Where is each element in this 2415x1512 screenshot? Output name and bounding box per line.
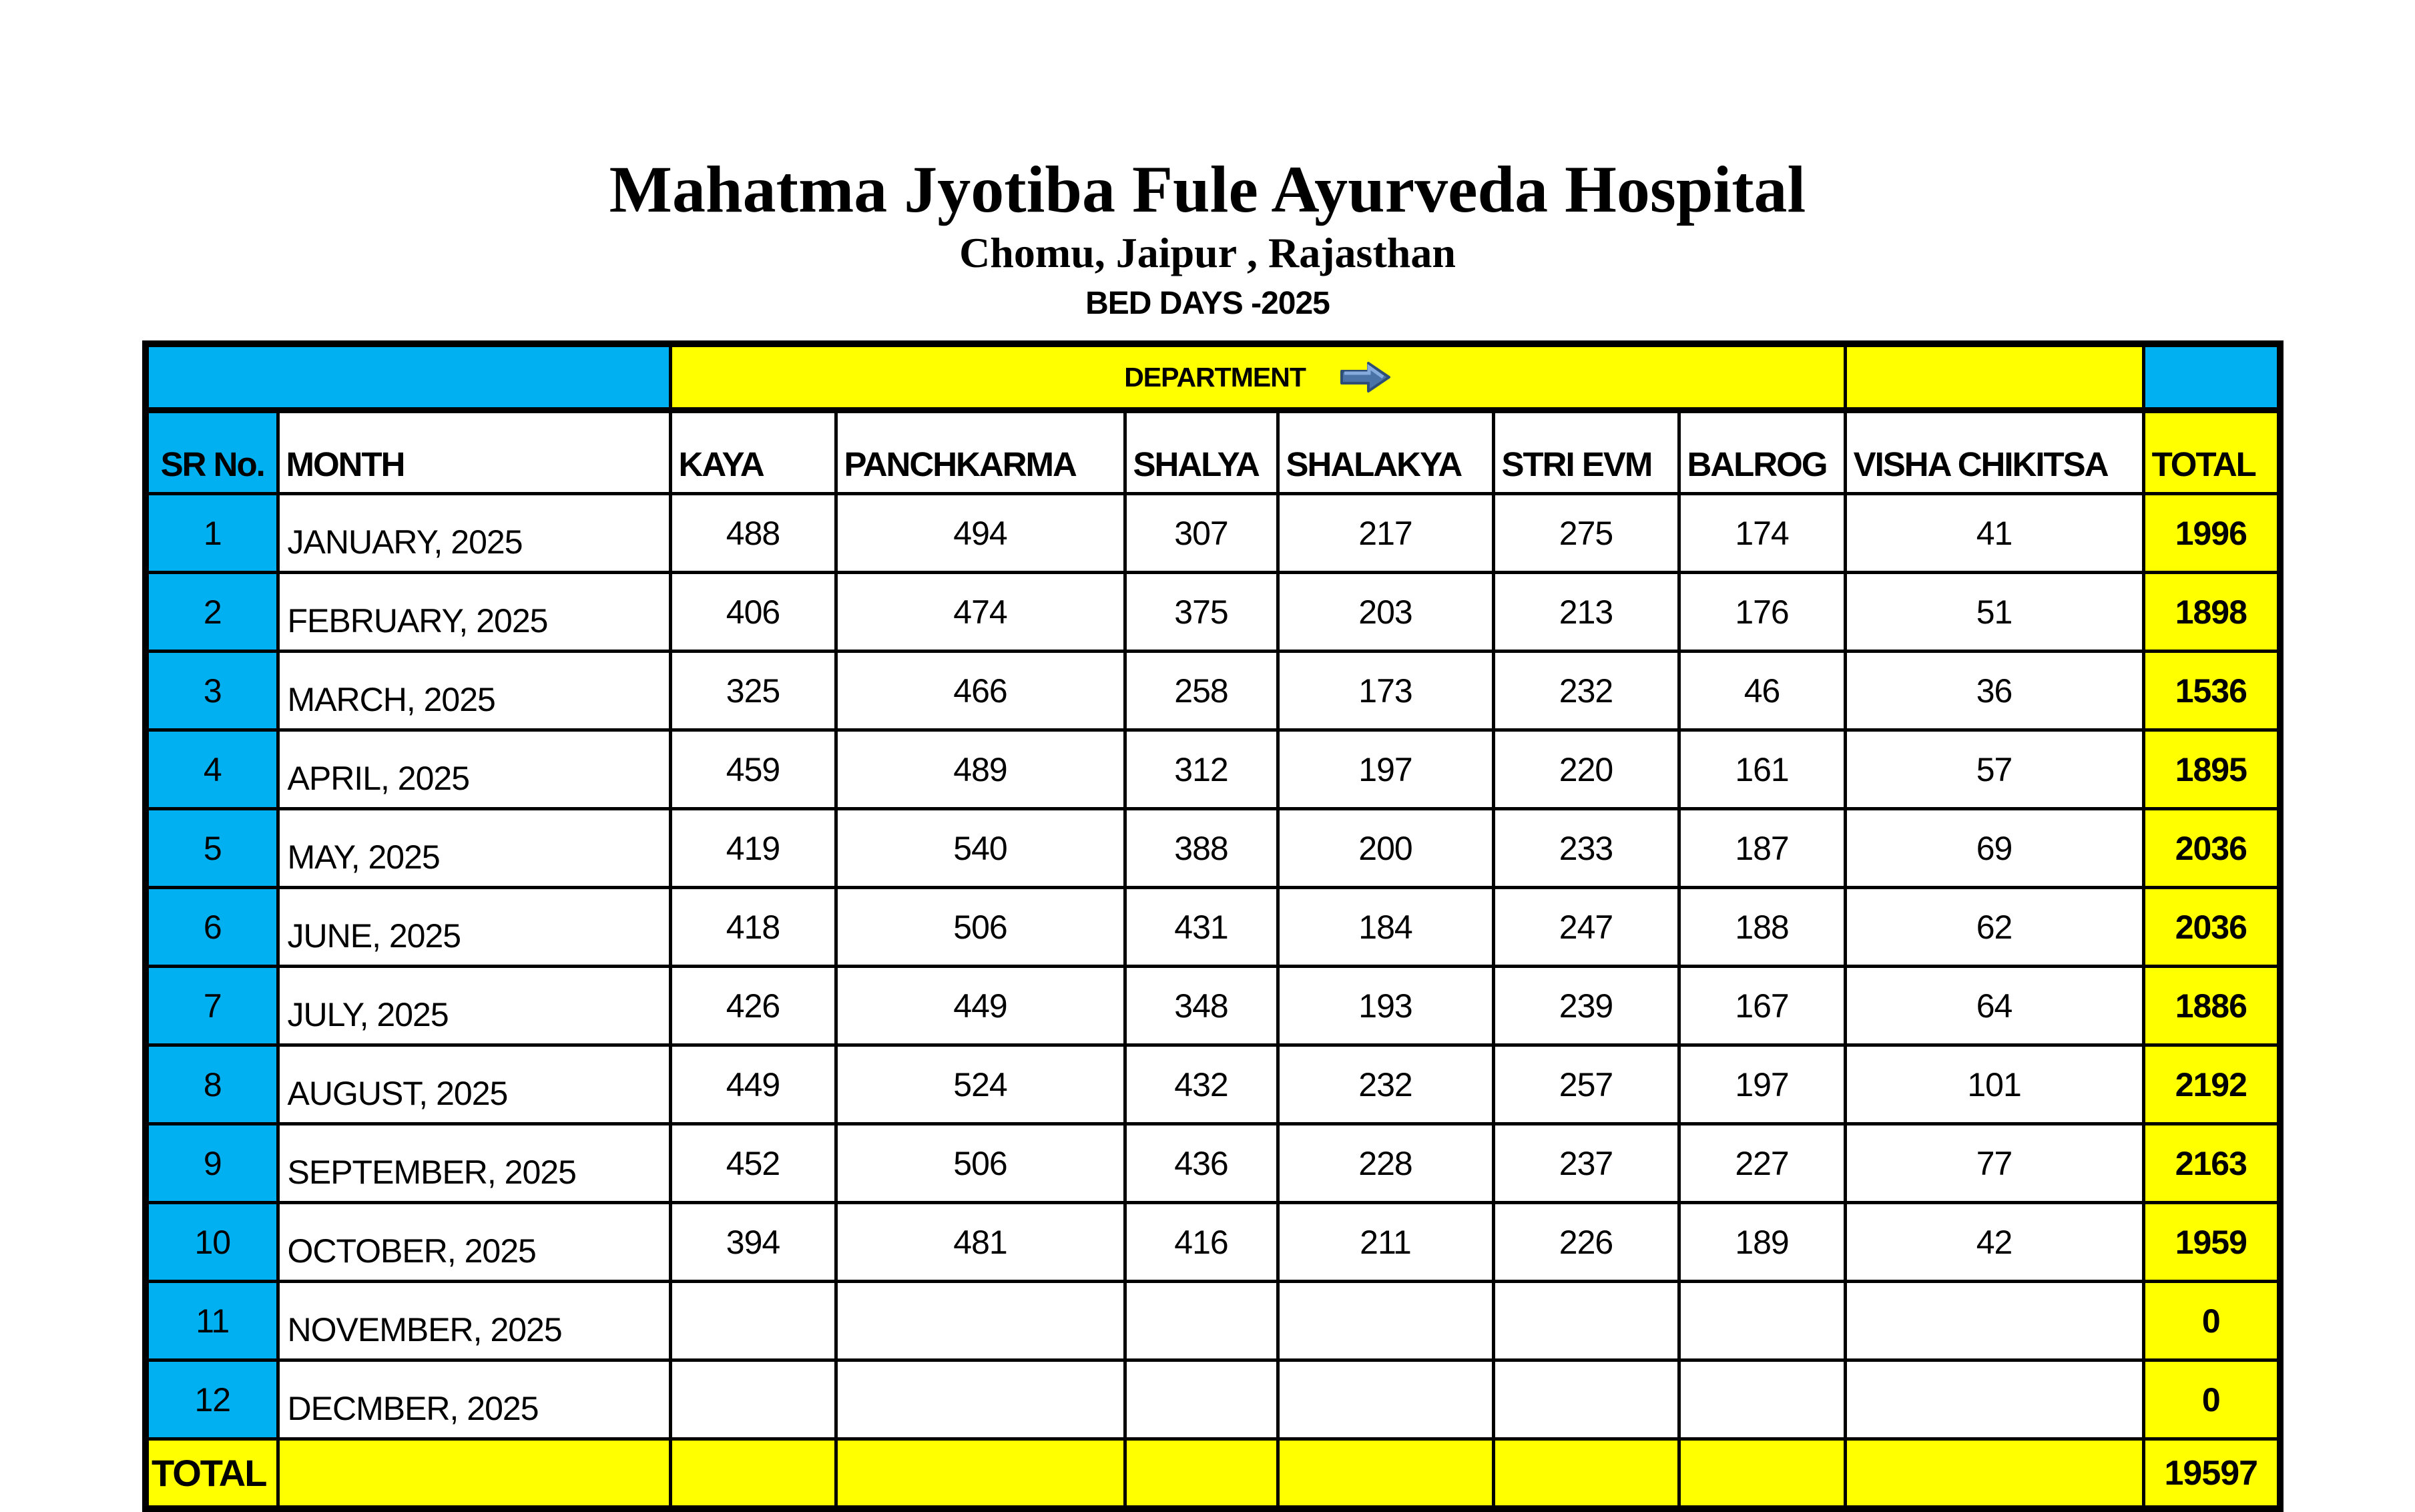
column-header-balrog: BALROG xyxy=(1679,411,1845,494)
row-total-cell: 2192 xyxy=(2143,1045,2280,1124)
grand-total-value-cell xyxy=(1679,1439,1845,1509)
row-total-cell: 1886 xyxy=(2143,967,2280,1045)
column-header-shalya: SHALYA xyxy=(1125,411,1278,494)
month-cell: FEBRUARY, 2025 xyxy=(278,573,670,652)
value-cell: 416 xyxy=(1125,1203,1278,1282)
value-cell: 257 xyxy=(1493,1045,1679,1124)
value-cell: 312 xyxy=(1125,730,1278,809)
value-cell: 228 xyxy=(1278,1124,1493,1203)
grand-total-value-cell xyxy=(1125,1439,1278,1509)
value-cell: 418 xyxy=(670,888,836,967)
value-cell: 41 xyxy=(1845,494,2143,573)
sr-cell: 8 xyxy=(146,1045,278,1124)
sr-cell: 7 xyxy=(146,967,278,1045)
value-cell: 488 xyxy=(670,494,836,573)
band-total-cell xyxy=(2143,344,2280,411)
grand-total-value-cell xyxy=(1493,1439,1679,1509)
month-cell: JANUARY, 2025 xyxy=(278,494,670,573)
value-cell: 167 xyxy=(1679,967,1845,1045)
sr-cell: 6 xyxy=(146,888,278,967)
value-cell xyxy=(670,1360,836,1439)
value-cell: 211 xyxy=(1278,1203,1493,1282)
table-row xyxy=(146,573,2280,652)
column-header-sr-no: SR No. xyxy=(146,411,278,494)
column-header-shalakya: SHALAKYA xyxy=(1278,411,1493,494)
value-cell: 200 xyxy=(1278,809,1493,888)
value-cell: 459 xyxy=(670,730,836,809)
row-total-cell: 2036 xyxy=(2143,888,2280,967)
column-header-total: TOTAL xyxy=(2143,411,2280,494)
hospital-location: Chomu, Jaipur , Rajasthan xyxy=(959,229,1456,276)
month-cell: MAY, 2025 xyxy=(278,809,670,888)
value-cell xyxy=(1679,1360,1845,1439)
sr-cell: 1 xyxy=(146,494,278,573)
column-header-stri-evm: STRI EVM xyxy=(1493,411,1679,494)
value-cell: 220 xyxy=(1493,730,1679,809)
month-cell: AUGUST, 2025 xyxy=(278,1045,670,1124)
value-cell: 101 xyxy=(1845,1045,2143,1124)
grand-total-value-cell xyxy=(1845,1439,2143,1509)
value-cell: 77 xyxy=(1845,1124,2143,1203)
table-row xyxy=(146,730,2280,809)
grand-total-value-cell xyxy=(670,1439,836,1509)
grand-total-month-cell xyxy=(278,1439,670,1509)
sr-cell: 10 xyxy=(146,1203,278,1282)
table-row xyxy=(146,1360,2280,1439)
sr-cell: 4 xyxy=(146,730,278,809)
table-row xyxy=(146,967,2280,1045)
value-cell: 481 xyxy=(836,1203,1125,1282)
row-total-cell: 1959 xyxy=(2143,1203,2280,1282)
value-cell: 188 xyxy=(1679,888,1845,967)
month-cell: APRIL, 2025 xyxy=(278,730,670,809)
month-cell: NOVEMBER, 2025 xyxy=(278,1282,670,1360)
value-cell xyxy=(1845,1282,2143,1360)
value-cell xyxy=(1278,1282,1493,1360)
month-cell: OCTOBER, 2025 xyxy=(278,1203,670,1282)
value-cell: 449 xyxy=(670,1045,836,1124)
value-cell: 184 xyxy=(1278,888,1493,967)
value-cell: 494 xyxy=(836,494,1125,573)
value-cell: 176 xyxy=(1679,573,1845,652)
value-cell: 174 xyxy=(1679,494,1845,573)
value-cell: 42 xyxy=(1845,1203,2143,1282)
month-cell: JUNE, 2025 xyxy=(278,888,670,967)
value-cell: 187 xyxy=(1679,809,1845,888)
row-total-cell: 1996 xyxy=(2143,494,2280,573)
grand-total-row xyxy=(146,1439,2280,1509)
value-cell: 432 xyxy=(1125,1045,1278,1124)
value-cell: 57 xyxy=(1845,730,2143,809)
value-cell: 348 xyxy=(1125,967,1278,1045)
sr-cell: 12 xyxy=(146,1360,278,1439)
bed-days-table xyxy=(142,340,2284,1512)
grand-total-value: 19597 xyxy=(2143,1439,2280,1509)
value-cell xyxy=(1125,1360,1278,1439)
row-total-cell: 1536 xyxy=(2143,652,2280,730)
month-cell: MARCH, 2025 xyxy=(278,652,670,730)
grand-total-value-cell xyxy=(836,1439,1125,1509)
value-cell xyxy=(1493,1360,1679,1439)
value-cell: 217 xyxy=(1278,494,1493,573)
value-cell: 213 xyxy=(1493,573,1679,652)
table-row xyxy=(146,494,2280,573)
table-row xyxy=(146,1045,2280,1124)
value-cell: 406 xyxy=(670,573,836,652)
column-header-panchkarma: PANCHKARMA xyxy=(836,411,1125,494)
value-cell: 232 xyxy=(1278,1045,1493,1124)
value-cell: 307 xyxy=(1125,494,1278,573)
value-cell: 237 xyxy=(1493,1124,1679,1203)
value-cell: 227 xyxy=(1679,1124,1845,1203)
month-cell: JULY, 2025 xyxy=(278,967,670,1045)
right-arrow-icon xyxy=(1340,360,1391,394)
value-cell xyxy=(1125,1282,1278,1360)
value-cell: 226 xyxy=(1493,1203,1679,1282)
down-arrow-icon xyxy=(408,411,439,412)
department-band-row xyxy=(146,344,2280,411)
value-cell: 161 xyxy=(1679,730,1845,809)
value-cell: 394 xyxy=(670,1203,836,1282)
table-body xyxy=(146,494,2280,1439)
value-cell: 239 xyxy=(1493,967,1679,1045)
sr-cell: 5 xyxy=(146,809,278,888)
value-cell: 36 xyxy=(1845,652,2143,730)
value-cell xyxy=(1493,1282,1679,1360)
row-total-cell: 2036 xyxy=(2143,809,2280,888)
value-cell: 62 xyxy=(1845,888,2143,967)
value-cell: 233 xyxy=(1493,809,1679,888)
value-cell: 466 xyxy=(836,652,1125,730)
value-cell: 46 xyxy=(1679,652,1845,730)
value-cell xyxy=(670,1282,836,1360)
row-total-cell: 1895 xyxy=(2143,730,2280,809)
table-row xyxy=(146,1203,2280,1282)
value-cell: 197 xyxy=(1679,1045,1845,1124)
column-header-visha-chikitsa: VISHA CHIKITSA xyxy=(1845,411,2143,494)
value-cell: 232 xyxy=(1493,652,1679,730)
value-cell xyxy=(836,1282,1125,1360)
table-row xyxy=(146,652,2280,730)
grand-total-label-cell: TOTAL xyxy=(146,1439,278,1509)
value-cell: 197 xyxy=(1278,730,1493,809)
sr-cell: 9 xyxy=(146,1124,278,1203)
value-cell: 506 xyxy=(836,1124,1125,1203)
table-row xyxy=(146,1124,2280,1203)
value-cell: 426 xyxy=(670,967,836,1045)
band-visha-cell xyxy=(1845,344,2143,411)
department-band-cell xyxy=(670,344,1845,411)
table-row xyxy=(146,1282,2280,1360)
value-cell: 325 xyxy=(670,652,836,730)
row-total-cell: 0 xyxy=(2143,1282,2280,1360)
sr-cell: 11 xyxy=(146,1282,278,1360)
band-left-cell xyxy=(146,344,670,411)
row-total-cell: 2163 xyxy=(2143,1124,2280,1203)
value-cell: 436 xyxy=(1125,1124,1278,1203)
table-row xyxy=(146,809,2280,888)
row-total-cell: 0 xyxy=(2143,1360,2280,1439)
grand-total-value-cell xyxy=(1278,1439,1493,1509)
row-total-cell: 1898 xyxy=(2143,573,2280,652)
value-cell: 275 xyxy=(1493,494,1679,573)
document-header xyxy=(0,152,2415,326)
column-header-kaya: KAYA xyxy=(670,411,836,494)
sr-cell: 3 xyxy=(146,652,278,730)
value-cell: 189 xyxy=(1679,1203,1845,1282)
table-header-row xyxy=(146,411,2280,494)
value-cell: 449 xyxy=(836,967,1125,1045)
month-cell: SEPTEMBER, 2025 xyxy=(278,1124,670,1203)
sr-cell: 2 xyxy=(146,573,278,652)
value-cell: 388 xyxy=(1125,809,1278,888)
department-label: DEPARTMENT xyxy=(1124,361,1306,393)
value-cell: 419 xyxy=(670,809,836,888)
month-cell: DECMBER, 2025 xyxy=(278,1360,670,1439)
value-cell: 540 xyxy=(836,809,1125,888)
value-cell: 247 xyxy=(1493,888,1679,967)
value-cell: 193 xyxy=(1278,967,1493,1045)
value-cell xyxy=(1278,1360,1493,1439)
value-cell xyxy=(836,1360,1125,1439)
value-cell: 173 xyxy=(1278,652,1493,730)
value-cell: 51 xyxy=(1845,573,2143,652)
value-cell: 431 xyxy=(1125,888,1278,967)
value-cell: 506 xyxy=(836,888,1125,967)
column-header-month: MONTH xyxy=(278,411,670,494)
value-cell: 489 xyxy=(836,730,1125,809)
value-cell xyxy=(1845,1360,2143,1439)
value-cell: 69 xyxy=(1845,809,2143,888)
value-cell: 203 xyxy=(1278,573,1493,652)
report-title: BED DAYS -2025 xyxy=(1085,286,1330,321)
table-row xyxy=(146,888,2280,967)
value-cell xyxy=(1679,1282,1845,1360)
value-cell: 258 xyxy=(1125,652,1278,730)
value-cell: 452 xyxy=(670,1124,836,1203)
value-cell: 524 xyxy=(836,1045,1125,1124)
value-cell: 64 xyxy=(1845,967,2143,1045)
hospital-title: Mahatma Jyotiba Fule Ayurveda Hospital xyxy=(609,152,1806,226)
value-cell: 474 xyxy=(836,573,1125,652)
value-cell: 375 xyxy=(1125,573,1278,652)
